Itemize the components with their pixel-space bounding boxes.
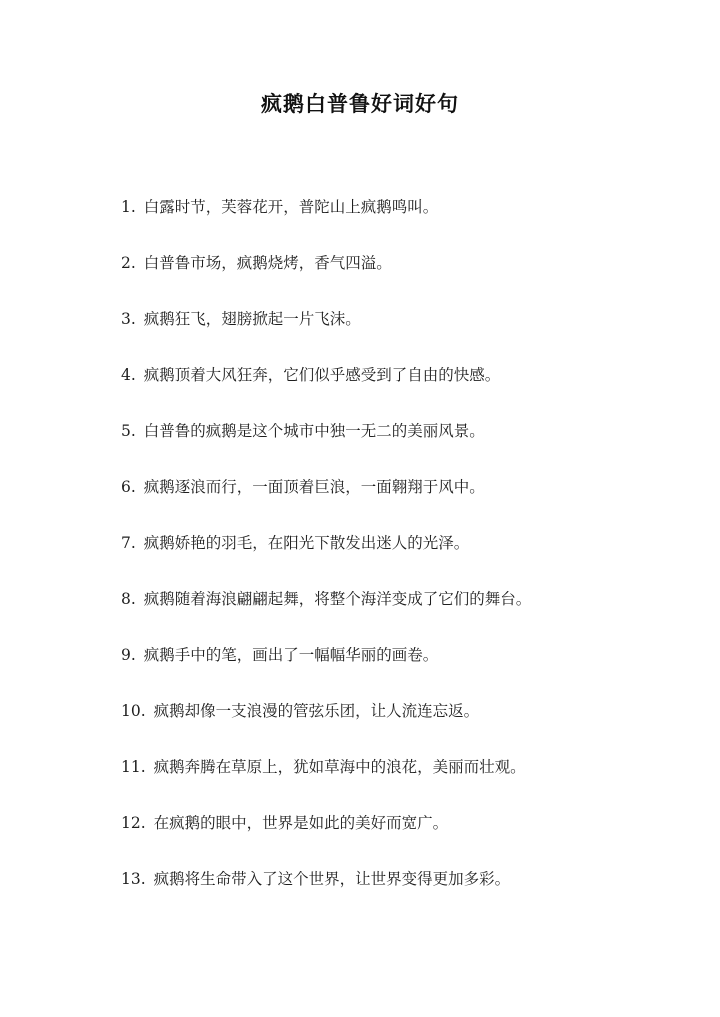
item-text: 在疯鹅的眼中，世界是如此的美好而宽广。 — [153, 814, 449, 832]
item-text: 白普鲁的疯鹅是这个城市中独一无二的美丽风景。 — [143, 422, 485, 440]
item-number: 11. — [121, 758, 146, 776]
item-text: 白普鲁市场，疯鹅烧烤，香气四溢。 — [143, 254, 392, 272]
item-number: 13. — [121, 870, 146, 888]
list-item — [121, 308, 681, 364]
list-item — [121, 420, 681, 476]
item-number: 6. — [121, 478, 136, 496]
sentence-list — [121, 196, 681, 924]
list-item — [121, 588, 681, 644]
document-title: 疯鹅白普鲁好词好句 — [261, 91, 459, 116]
item-text: 疯鹅将生命带入了这个世界，让世界变得更加多彩。 — [153, 870, 511, 888]
item-number: 10. — [121, 702, 146, 720]
list-item — [121, 364, 681, 420]
item-number: 4. — [121, 366, 136, 384]
item-text: 疯鹅奔腾在草原上，犹如草海中的浪花，美丽而壮观。 — [153, 758, 526, 776]
item-number: 8. — [121, 590, 136, 608]
item-text: 疯鹅狂飞，翅膀掀起一片飞沫。 — [143, 310, 361, 328]
item-text: 疯鹅顶着大风狂奔，它们似乎感受到了自由的快感。 — [143, 366, 501, 384]
list-item — [121, 532, 681, 588]
list-item — [121, 252, 681, 308]
list-item — [121, 476, 681, 532]
list-item — [121, 812, 681, 868]
item-number: 9. — [121, 646, 136, 664]
item-number: 3. — [121, 310, 136, 328]
item-text: 疯鹅手中的笔，画出了一幅幅华丽的画卷。 — [143, 646, 439, 664]
list-item — [121, 700, 681, 756]
item-text: 疯鹅随着海浪翩翩起舞，将整个海洋变成了它们的舞台。 — [143, 590, 532, 608]
item-text: 白露时节，芙蓉花开，普陀山上疯鹅鸣叫。 — [143, 198, 439, 216]
list-item — [121, 868, 681, 924]
item-text: 疯鹅逐浪而行，一面顶着巨浪，一面翱翔于风中。 — [143, 478, 485, 496]
item-number: 12. — [121, 814, 146, 832]
item-number: 7. — [121, 534, 136, 552]
item-text: 疯鹅娇艳的羽毛，在阳光下散发出迷人的光泽。 — [143, 534, 470, 552]
item-number: 1. — [121, 198, 136, 216]
list-item — [121, 644, 681, 700]
item-text: 疯鹅却像一支浪漫的管弦乐团，让人流连忘返。 — [153, 702, 480, 720]
list-item — [121, 196, 681, 252]
list-item — [121, 756, 681, 812]
item-number: 5. — [121, 422, 136, 440]
item-number: 2. — [121, 254, 136, 272]
